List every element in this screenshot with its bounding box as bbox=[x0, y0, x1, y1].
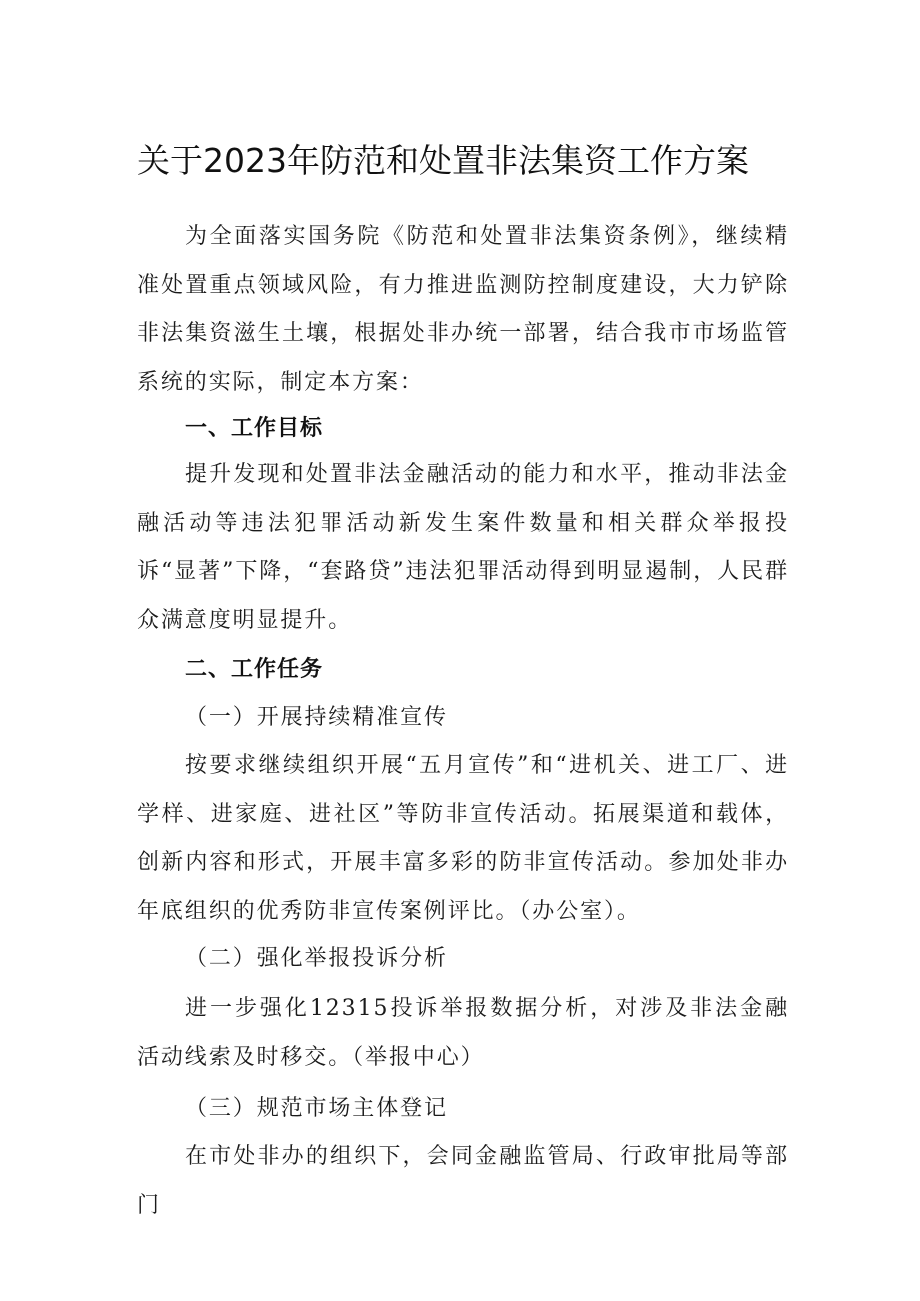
section-heading-goals: 一、工作目标 bbox=[185, 416, 324, 441]
section-heading-tasks: 二、工作任务 bbox=[185, 657, 324, 682]
intro-paragraph: 为全面落实国务院《防范和处置非法集资条例》，继续精准处置重点领域风险，有力推进监测防控制度建设，大力铲除非法集资滋生土壤，根据处非办统一部署，结合我市市场监管系统的实际，制定本方案： bbox=[137, 224, 789, 395]
task-heading-registration: （三）规范市场主体登记 bbox=[185, 1096, 448, 1121]
task-heading-complaints: （二）强化举报投诉分析 bbox=[185, 946, 448, 971]
task-heading-publicity: （一）开展持续精准宣传 bbox=[185, 705, 448, 730]
publicity-paragraph: 按要求继续组织开展“五月宣传”和“进机关、进工厂、进学样、进家庭、进社区”等防非宣传活动。拓展渠道和载体，创新内容和形式，开展丰富多彩的防非宣传活动。参加处非办年底组织的优秀防非宣传案例评比。（办公室）。 bbox=[137, 753, 789, 924]
complaints-paragraph: 进一步强化12315投诉举报数据分析，对涉及非法金融活动线索及时移交。（举报中心） bbox=[137, 996, 789, 1070]
registration-paragraph: 在市处非办的组织下，会同金融监管局、行政审批局等部门 bbox=[137, 1144, 789, 1218]
goals-paragraph: 提升发现和处置非法金融活动的能力和水平，推动非法金融活动等违法犯罪活动新发生案件数量和相关群众举报投诉“显著”下降，“套路贷”违法犯罪活动得到明显遏制，人民群众满意度明显提升。 bbox=[137, 462, 789, 633]
document-title: 关于2023年防范和处置非法集资工作方案 bbox=[137, 141, 749, 180]
